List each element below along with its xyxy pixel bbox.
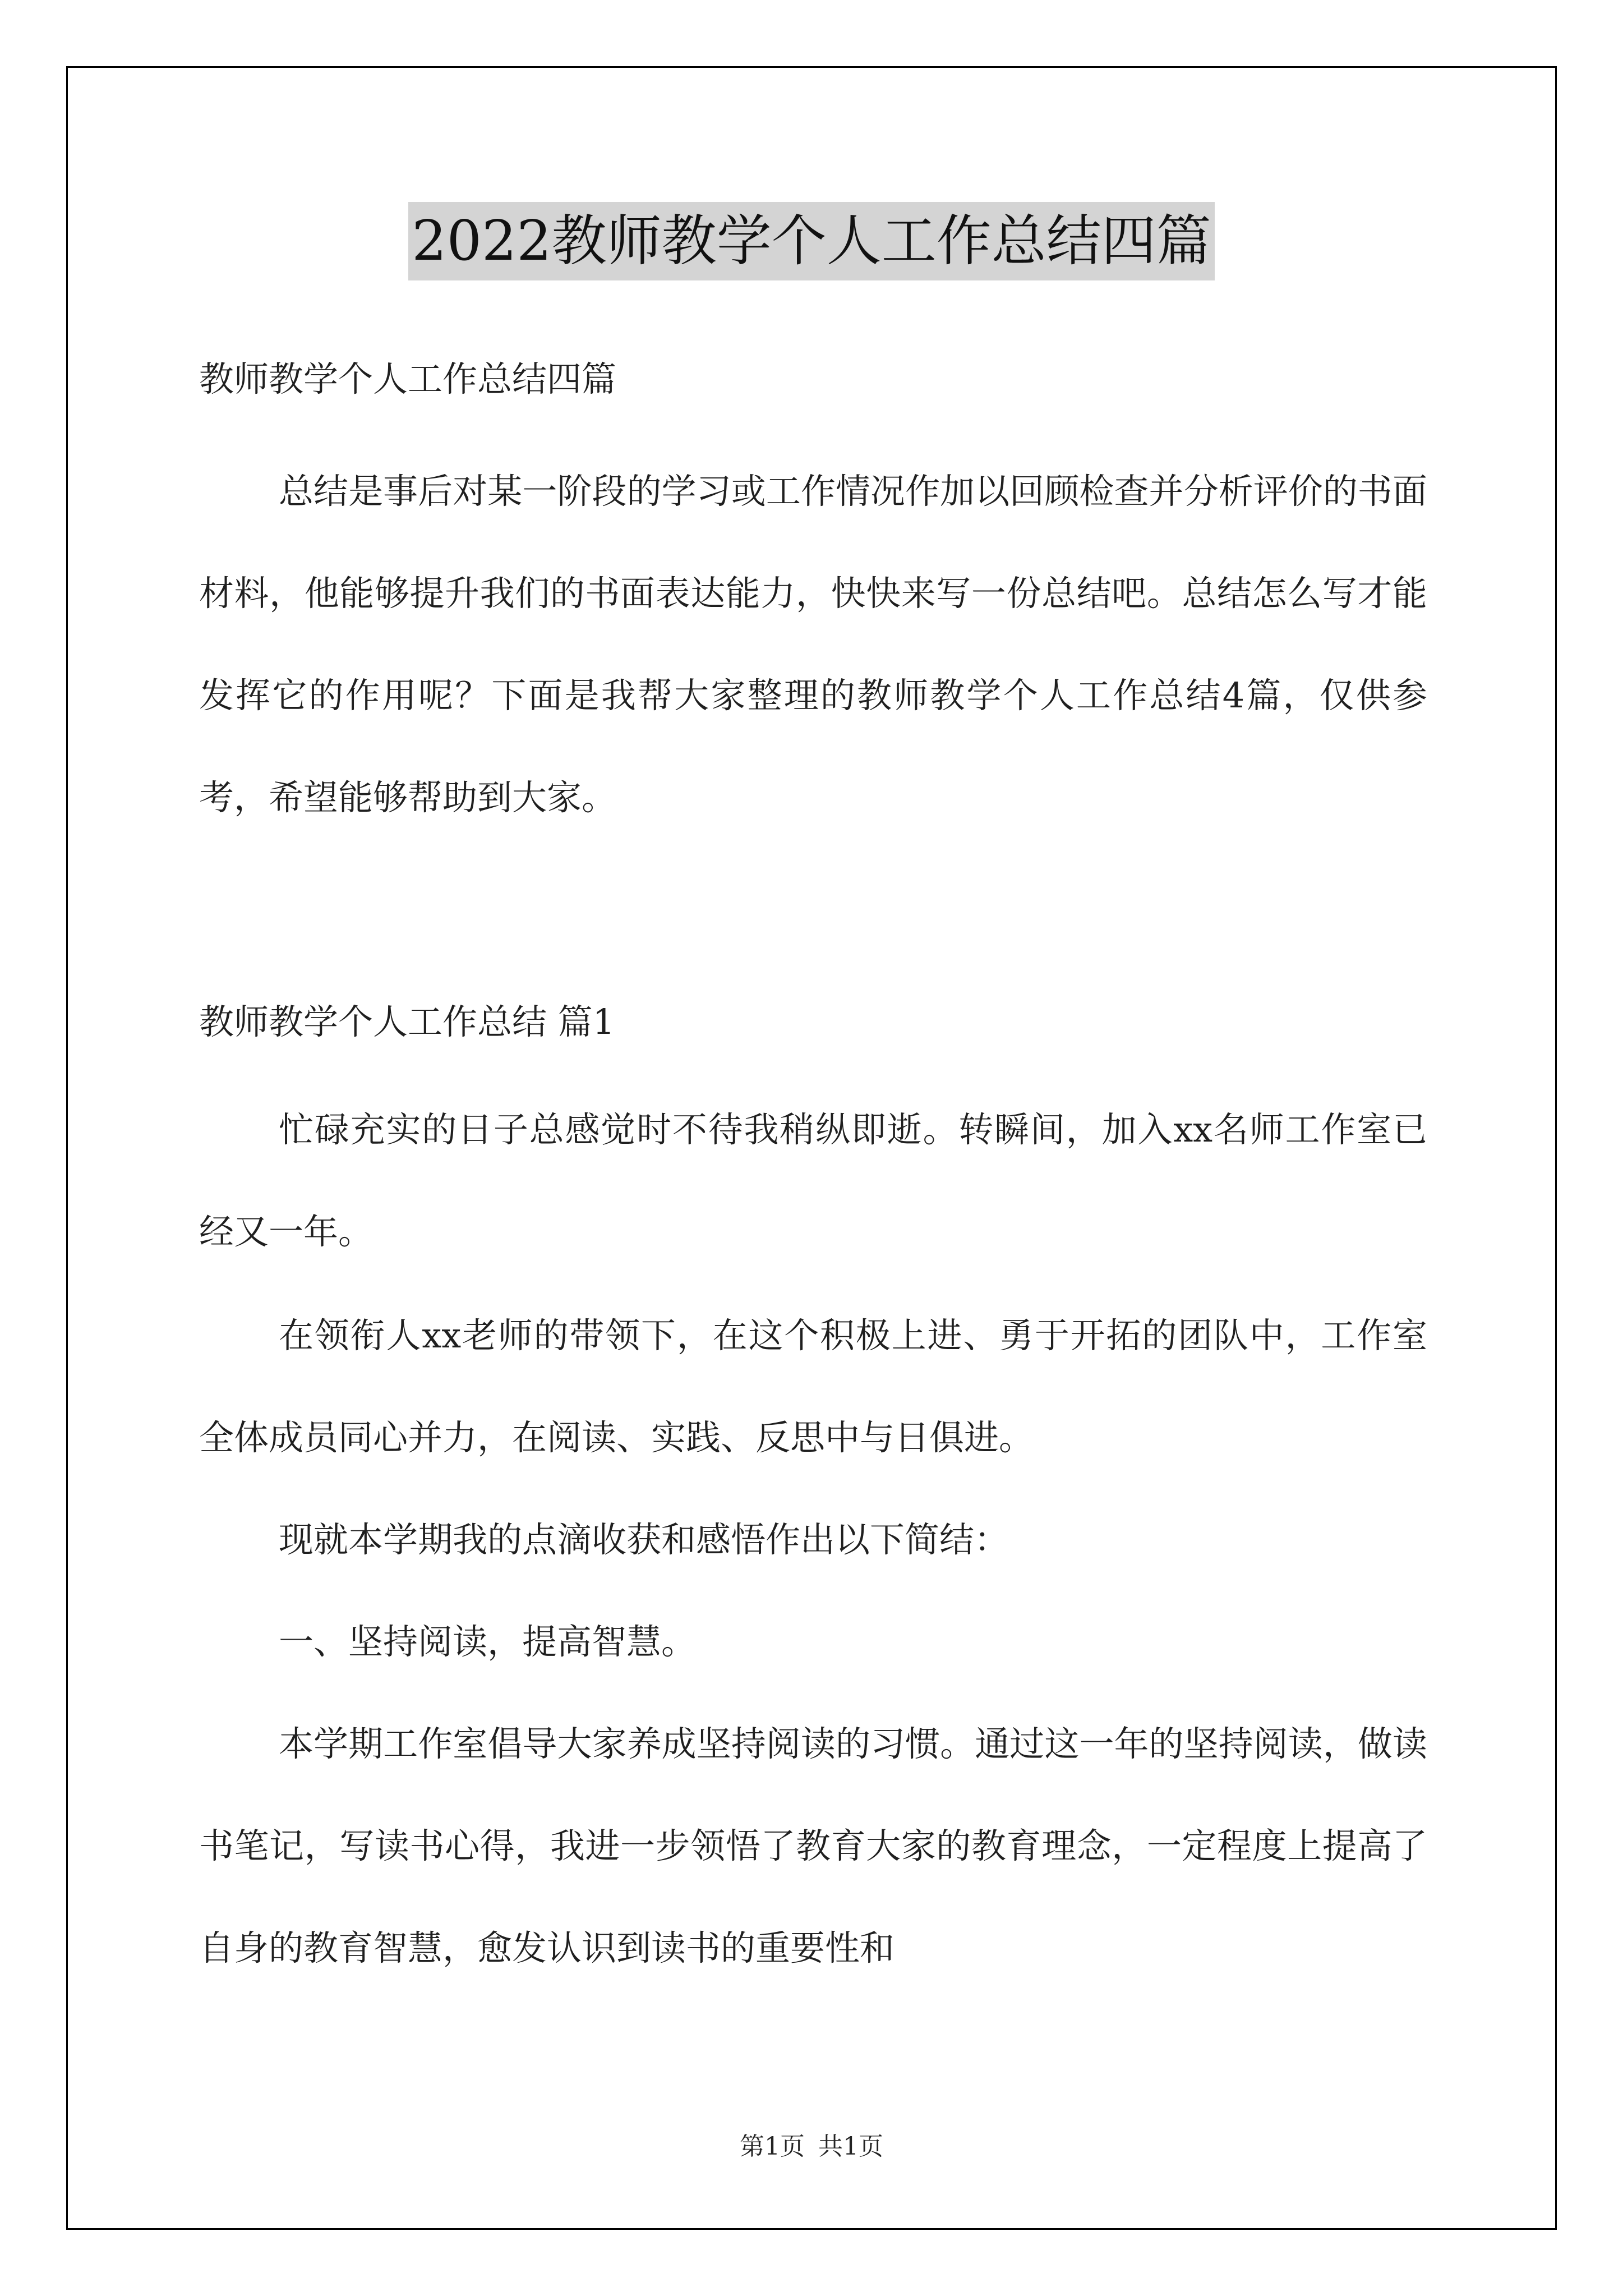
title-container [0,202,1623,280]
paragraph-3: 现就本学期我的点滴收获和感悟作出以下简结： [279,1519,1009,1560]
document-subtitle: 教师教学个人工作总结四篇 [199,358,617,399]
paragraph-5: 本学期工作室倡导大家养成坚持阅读的习惯。通过这一年的坚持阅读，做读书笔记，写读书心得，我进一步领悟了教育大家的教育理念，一定程度上提高了自身的教育智慧，愈发认识到读书的重要性和 [199,1723,1427,1968]
section-heading: 教师教学个人工作总结 篇1 [199,1001,615,1042]
paragraph-2: 在领衔人xx老师的带领下，在这个积极上进、勇于开拓的团队中，工作室全体成员同心并力，在阅读、实践、反思中与日俱进。 [199,1315,1427,1458]
intro-paragraph: 总结是事后对某一阶段的学习或工作情况作加以回顾检查并分析评价的书面材料，他能够提升我们的书面表达能力，快快来写一份总结吧。总结怎么写才能发挥它的作用呢？下面是我帮大家整理的教师教学个人工作总结4篇，仅供参考，希望能够帮助到大家。 [199,471,1427,818]
paragraph-1: 忙碌充实的日子总感觉时不待我稍纵即逝。转瞬间，加入xx名师工作室已经又一年。 [199,1109,1427,1252]
paragraph-4: 一、坚持阅读，提高智慧。 [279,1621,697,1662]
page-number: 第1页 共1页 [740,2132,883,2161]
document-title: 2022教师教学个人工作总结四篇 [408,202,1214,280]
